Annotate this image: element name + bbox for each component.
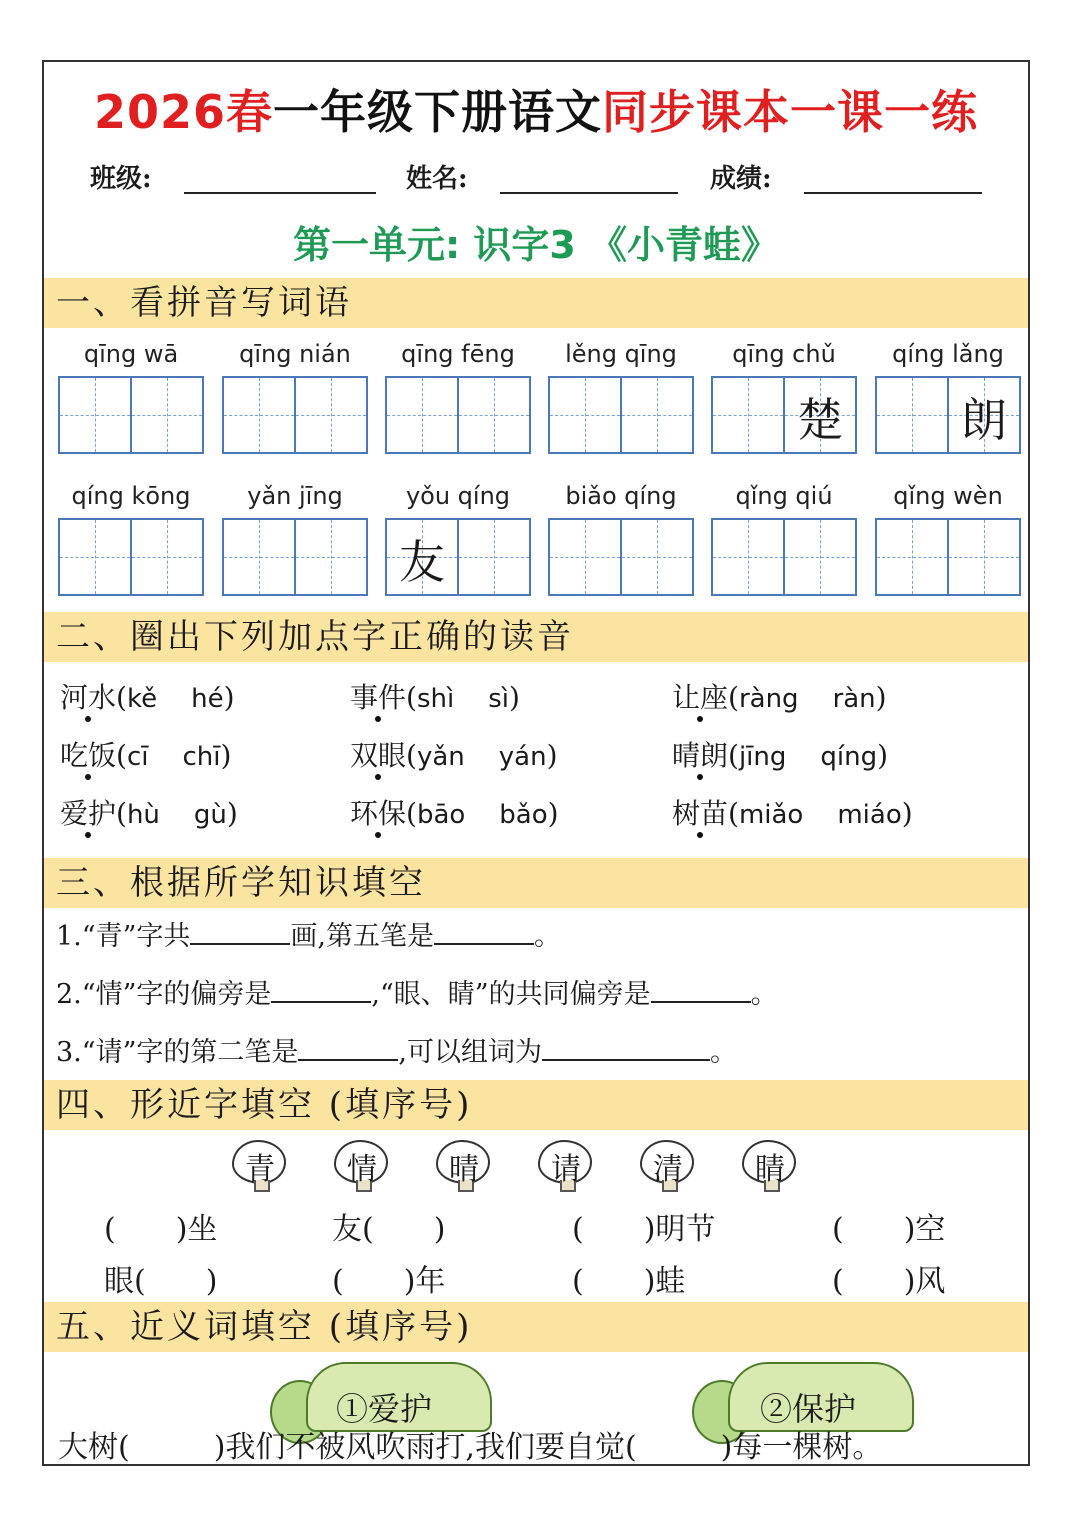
grid-cell[interactable] <box>713 378 783 452</box>
pinyin-option[interactable]: jīng <box>738 742 787 772</box>
pinyin-option[interactable]: yán <box>498 742 547 772</box>
pinyin-label: qíng lǎng <box>892 340 1004 368</box>
section-4-heading: 四、形近字填空 (填序号) <box>44 1080 1028 1130</box>
flower-char-card <box>638 1140 698 1192</box>
pinyin-label: qīng nián <box>239 340 351 368</box>
writing-grid[interactable] <box>222 518 368 596</box>
pinyin-label: qīng chǔ <box>732 340 836 368</box>
option-character: 睛 <box>755 1152 785 1187</box>
title-series: 同步课本一课一练 <box>602 85 979 139</box>
section-3-heading: 三、根据所学知识填空 <box>44 858 1028 908</box>
pinyin-option[interactable]: qíng <box>820 742 878 772</box>
score-field[interactable] <box>804 192 982 194</box>
fill-item[interactable]: 眼( ) <box>104 1264 218 1299</box>
flower-char-card <box>332 1140 392 1192</box>
worksheet <box>42 60 1030 1466</box>
flower-char-card <box>434 1140 494 1192</box>
score-label: 成绩: <box>710 164 772 194</box>
pronunciation-item: 双眼(yǎn yán) <box>350 739 558 772</box>
pinyin-option[interactable]: ràng <box>738 684 799 714</box>
dotted-word: 事件 <box>350 681 407 714</box>
answer-blank[interactable] <box>271 979 371 1003</box>
pinyin-option[interactable]: hé <box>191 684 224 714</box>
writing-grid[interactable] <box>222 376 368 454</box>
writing-grid[interactable] <box>58 518 204 596</box>
option-character: 情 <box>347 1152 377 1187</box>
given-character: 友 <box>399 535 445 589</box>
answer-blank[interactable] <box>434 921 534 945</box>
question-3-2: 2.“情”字的偏旁是 ,“眼、睛”的共同偏旁是 。 <box>56 979 778 1010</box>
dotted-word: 让座 <box>672 681 729 714</box>
pinyin-label: qīng wā <box>83 340 179 368</box>
pinyin-label: yǎn jīng <box>247 482 343 510</box>
grid-cell[interactable] <box>60 378 130 452</box>
grid-cell[interactable] <box>130 378 202 452</box>
pinyin-option[interactable]: yǎn <box>416 742 465 772</box>
grid-cell[interactable] <box>387 520 457 594</box>
given-character: 楚 <box>797 393 843 447</box>
fill-item[interactable]: ( )年 <box>332 1264 446 1299</box>
section-5-heading: 五、近义词填空 (填序号) <box>44 1302 1028 1352</box>
fill-item[interactable]: ( )坐 <box>104 1212 218 1247</box>
grid-cell[interactable] <box>387 378 457 452</box>
pinyin-option[interactable]: miáo <box>837 800 902 830</box>
pinyin-option[interactable]: bāo <box>416 800 466 830</box>
class-field[interactable] <box>184 192 376 194</box>
question-3-1: 1.“青”字共 画,第五笔是 。 <box>56 921 561 952</box>
grid-cell[interactable] <box>783 378 855 452</box>
pronunciation-item: 事件(shì sì) <box>350 681 520 714</box>
given-character: 朗 <box>961 393 1007 447</box>
grid-cell[interactable] <box>294 378 366 452</box>
pronunciation-item: 吃饭(cī chī) <box>60 739 232 772</box>
dotted-word: 晴朗 <box>672 739 729 772</box>
grid-cell[interactable] <box>713 520 783 594</box>
writing-grid[interactable] <box>875 376 1021 454</box>
pinyin-label: qǐng qiú <box>735 482 833 510</box>
pinyin-label: biǎo qíng <box>565 482 677 510</box>
pronunciation-item: 让座(ràng ràn) <box>672 681 887 714</box>
grid-cell[interactable] <box>224 520 294 594</box>
synonym-sentence: 大树( )我们不被风吹雨打,我们要自觉( )每一棵树。 <box>58 1430 883 1465</box>
dotted-word: 双眼 <box>350 739 407 772</box>
pinyin-option[interactable]: sì <box>488 684 509 714</box>
writing-grid[interactable] <box>548 518 694 596</box>
pronunciation-item: 爱护(hù gù) <box>60 797 238 830</box>
option-2-label: ②保护 <box>760 1390 857 1428</box>
pinyin-label: lěng qīng <box>565 340 677 368</box>
name-label: 姓名: <box>406 164 468 194</box>
worksheet-title <box>44 76 1028 142</box>
pinyin-option[interactable]: shì <box>416 684 455 714</box>
grid-cell[interactable] <box>60 520 130 594</box>
pinyin-option[interactable]: kě <box>126 684 158 714</box>
grid-cell[interactable] <box>457 520 529 594</box>
answer-blank[interactable] <box>190 921 290 945</box>
pronunciation-item: 树苗(miǎo miáo) <box>672 797 913 830</box>
grid-cell[interactable] <box>877 378 947 452</box>
grid-cell[interactable] <box>620 520 692 594</box>
pinyin-label: qíng kōng <box>71 482 191 510</box>
grid-cell[interactable] <box>550 378 620 452</box>
grid-cell[interactable] <box>294 520 366 594</box>
pronunciation-item: 河水(kě hé) <box>60 681 235 714</box>
grid-cell[interactable] <box>130 520 202 594</box>
writing-grid[interactable] <box>711 518 857 596</box>
fill-item[interactable]: ( )蛙 <box>572 1264 686 1299</box>
answer-blank[interactable] <box>298 1037 398 1061</box>
dotted-word: 爱护 <box>60 797 117 830</box>
option-character: 晴 <box>449 1152 479 1187</box>
pronunciation-item: 环保(bāo bǎo) <box>350 797 559 830</box>
pinyin-label: qǐng wèn <box>893 482 1003 510</box>
title-grade: 一年级下册语文 <box>273 85 603 139</box>
pinyin-label: qīng fēng <box>401 340 515 368</box>
flower-char-card <box>740 1140 800 1192</box>
student-info-row <box>44 158 1028 198</box>
pinyin-option[interactable]: gù <box>193 800 227 830</box>
option-character: 青 <box>245 1152 275 1187</box>
pronunciation-item: 晴朗(jīng qíng) <box>672 739 889 772</box>
name-field[interactable] <box>500 192 678 194</box>
flower-char-card <box>230 1140 290 1192</box>
dotted-word: 环保 <box>350 797 407 830</box>
grid-cell[interactable] <box>224 378 294 452</box>
class-label: 班级: <box>90 164 152 194</box>
unit-title: 第一单元: 识字3 《小青蛙》 <box>292 223 780 267</box>
writing-grid[interactable] <box>385 376 531 454</box>
pinyin-label: yǒu qíng <box>405 482 511 510</box>
question-3-3: 3.“请”字的第二笔是 ,可以组词为 。 <box>56 1037 737 1068</box>
option-1-label: ①爱护 <box>336 1390 433 1428</box>
fill-item[interactable]: ( )风 <box>832 1264 946 1299</box>
fill-item[interactable]: ( )空 <box>832 1212 946 1247</box>
answer-blank[interactable] <box>542 1037 710 1061</box>
pinyin-option[interactable]: bǎo <box>499 800 548 830</box>
pinyin-option[interactable]: chī <box>182 742 221 772</box>
pinyin-option[interactable]: cī <box>126 742 149 772</box>
section-1-heading: 一、看拼音写词语 <box>44 278 1028 328</box>
grid-cell[interactable] <box>457 378 529 452</box>
option-character: 请 <box>551 1152 581 1187</box>
pinyin-option[interactable]: hù <box>126 800 160 830</box>
dotted-word: 河水 <box>60 681 117 714</box>
pinyin-option[interactable]: miǎo <box>738 800 804 830</box>
grid-cell[interactable] <box>550 520 620 594</box>
flower-char-card <box>536 1140 596 1192</box>
writing-grid[interactable] <box>58 376 204 454</box>
grid-cell[interactable] <box>620 378 692 452</box>
writing-grid[interactable] <box>385 518 531 596</box>
grid-cell[interactable] <box>947 520 1019 594</box>
title-year: 2026春 <box>93 85 274 139</box>
fill-item[interactable]: 友( ) <box>332 1212 446 1247</box>
grid-cell[interactable] <box>947 378 1019 452</box>
option-character: 清 <box>653 1152 683 1187</box>
dotted-word: 吃饭 <box>60 739 117 772</box>
section-2-heading: 二、圈出下列加点字正确的读音 <box>44 612 1028 662</box>
answer-blank[interactable] <box>651 979 751 1003</box>
writing-grid[interactable] <box>875 518 1021 596</box>
grid-cell[interactable] <box>877 520 947 594</box>
fill-item[interactable]: ( )明节 <box>572 1212 716 1247</box>
dotted-word: 树苗 <box>672 797 729 830</box>
grid-cell[interactable] <box>783 520 855 594</box>
writing-grid[interactable] <box>711 376 857 454</box>
pinyin-option[interactable]: ràn <box>832 684 876 714</box>
writing-grid[interactable] <box>548 376 694 454</box>
